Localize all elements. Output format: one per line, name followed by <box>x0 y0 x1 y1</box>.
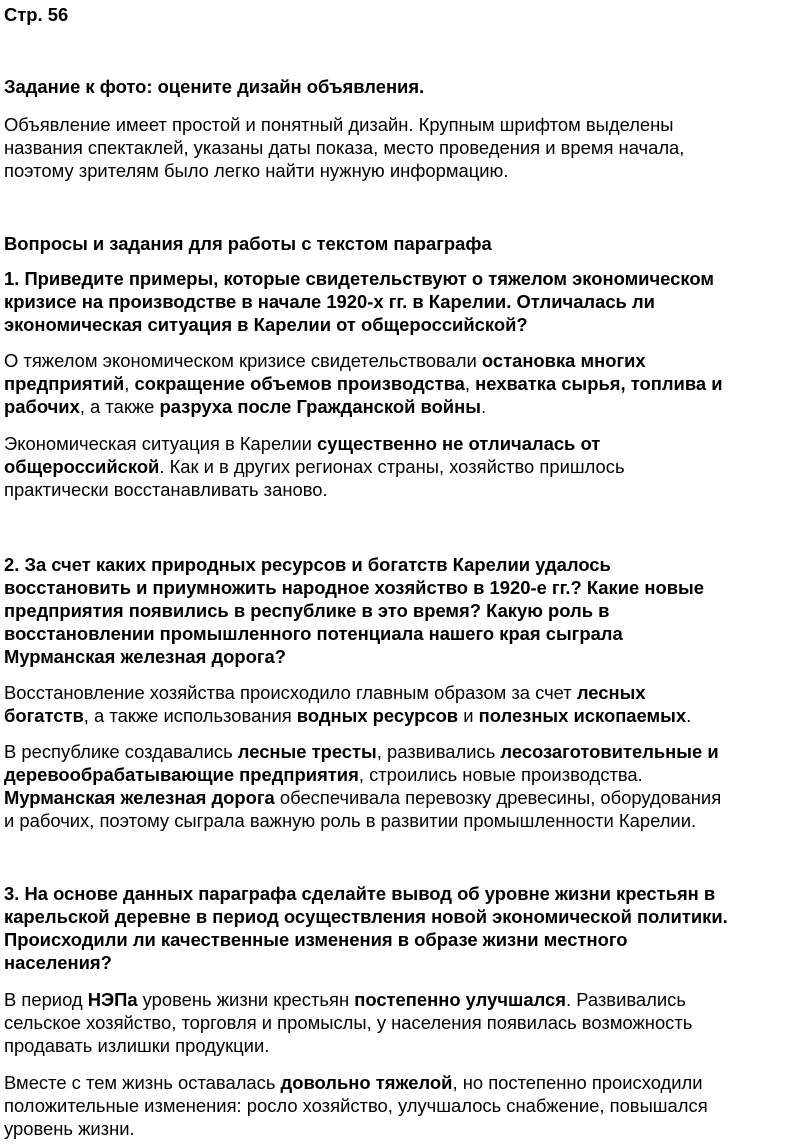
text-span: Экономическая ситуация в Карелии <box>4 433 317 454</box>
text-line <box>4 740 796 763</box>
bold-span: деревообрабатывающие предприятия <box>4 764 359 785</box>
bold-span: лесные тресты <box>237 741 377 762</box>
text-span: . <box>686 705 692 726</box>
answer-1-paragraph-1 <box>4 349 796 418</box>
text-span: Восстановление хозяйства происходило главным образом за счет <box>4 682 577 703</box>
text-line: уровень жизни. <box>4 1118 135 1139</box>
text-line <box>4 704 796 727</box>
question-line: 3. На основе данных параграфа сделайте вывод об уровне жизни крестьян в <box>4 883 716 904</box>
bold-span: нехватка сырья, топлива и <box>475 373 723 394</box>
text-line <box>4 763 796 786</box>
photo-task-answer <box>4 113 796 182</box>
text-span: уровень жизни крестьян <box>137 989 355 1010</box>
question-line: предприятия появились в республике в это время? Какую роль в <box>4 600 610 621</box>
text-line <box>4 372 796 395</box>
answer-2-paragraph-2 <box>4 740 796 832</box>
text-line <box>4 395 796 418</box>
text-span: . <box>480 396 487 417</box>
question-line: восстановлении промышленного потенциала нашего края сыграла <box>4 623 623 644</box>
question-line: карельской деревне в период осуществления новой экономической политики. <box>4 906 728 927</box>
answer-3-paragraph-1 <box>4 988 796 1057</box>
question-2 <box>4 553 796 668</box>
text-span: , а также использования <box>83 705 297 726</box>
bold-span: водных ресурсов <box>296 705 459 726</box>
text-span: . Развивались <box>565 989 686 1010</box>
text-line <box>4 786 796 809</box>
text-span: и <box>458 705 479 726</box>
question-line: 2. За счет каких природных ресурсов и богатств Карелии удалось <box>4 554 611 575</box>
text-line: положительные изменения: росло хозяйство, улучшалось снабжение, повышался <box>4 1095 708 1116</box>
bold-span: общероссийской <box>4 456 160 477</box>
text-span: В период <box>4 989 88 1010</box>
bold-span: лесных <box>576 682 646 703</box>
text-line: поэтому зрителям было легко найти нужную информацию. <box>4 160 509 181</box>
bold-span: сокращение объемов производства <box>134 373 465 394</box>
question-line: восстановить и приумножить народное хозяйство в 1920-е гг.? Какие новые <box>4 577 704 598</box>
text-span: , но постепенно происходили <box>452 1072 703 1093</box>
text-span: О тяжелом экономическом кризисе свидетельствовали <box>4 350 482 371</box>
text-span: . Как и в других регионах страны, хозяйство пришлось <box>159 456 625 477</box>
question-line: Происходили ли качественные изменения в образе жизни местного <box>4 929 628 950</box>
text-line: продавать излишки продукции. <box>4 1035 270 1056</box>
bold-span: лесозаготовительные и <box>500 741 719 762</box>
text-span: , <box>124 373 135 394</box>
text-line <box>4 1071 796 1094</box>
text-span: В республике создавались <box>4 741 238 762</box>
text-line: сельское хозяйство, торговля и промыслы, у населения появилась возможность <box>4 1012 693 1033</box>
text-span: , строились новые производства. <box>358 764 643 785</box>
page-number: Стр. 56 <box>4 4 69 25</box>
text-line <box>4 432 796 455</box>
section-title: Вопросы и задания для работы с текстом параграфа <box>4 233 492 254</box>
photo-task-heading: Задание к фото: оцените дизайн объявления. <box>4 76 425 97</box>
text-line: и рабочих, поэтому сыграла важную роль в развитии промышленности Карелии. <box>4 810 697 831</box>
text-line: практически восстанавливать заново. <box>4 479 328 500</box>
question-line: экономическая ситуация в Карелии от общероссийской? <box>4 314 528 335</box>
answer-3-paragraph-2 <box>4 1071 796 1140</box>
text-span: , а также <box>79 396 160 417</box>
question-line: 1. Приведите примеры, которые свидетельствуют о тяжелом экономическом <box>4 268 714 289</box>
text-line <box>4 988 796 1011</box>
bold-span: Мурманская железная дорога <box>4 787 275 808</box>
answer-2-paragraph-1 <box>4 681 796 727</box>
text-line: Объявление имеет простой и понятный дизайн. Крупным шрифтом выделены <box>4 114 674 135</box>
bold-span: предприятий <box>4 373 125 394</box>
text-span: Вместе с тем жизнь оставалась <box>4 1072 281 1093</box>
text-span: обеспечивала перевозку древесины, оборудования <box>274 787 722 808</box>
bold-span: рабочих <box>4 396 80 417</box>
bold-span: постепенно улучшался <box>354 989 566 1010</box>
text-line: названия спектаклей, указаны даты показа, место проведения и время начала, <box>4 137 685 158</box>
question-line: населения? <box>4 952 112 973</box>
answer-1-paragraph-2 <box>4 432 796 501</box>
bold-span: остановка многих <box>481 350 646 371</box>
question-3 <box>4 882 796 974</box>
bold-span: существенно не отличалась от <box>317 433 601 454</box>
text-span: , <box>464 373 476 394</box>
text-line <box>4 681 796 704</box>
bold-span: разруха после Гражданской войны <box>159 396 481 417</box>
question-line: Мурманская железная дорога? <box>4 646 287 667</box>
bold-span: полезных ископаемых <box>478 705 687 726</box>
text-line <box>4 349 796 372</box>
bold-span: НЭПа <box>87 989 138 1010</box>
bold-span: богатств <box>4 705 84 726</box>
bold-span: довольно тяжелой <box>280 1072 453 1093</box>
question-line: кризисе на производстве в начале 1920-х гг. в Карелии. Отличалась ли <box>4 291 655 312</box>
question-1 <box>4 267 796 336</box>
text-span: , развивались <box>376 741 501 762</box>
text-line <box>4 455 796 478</box>
